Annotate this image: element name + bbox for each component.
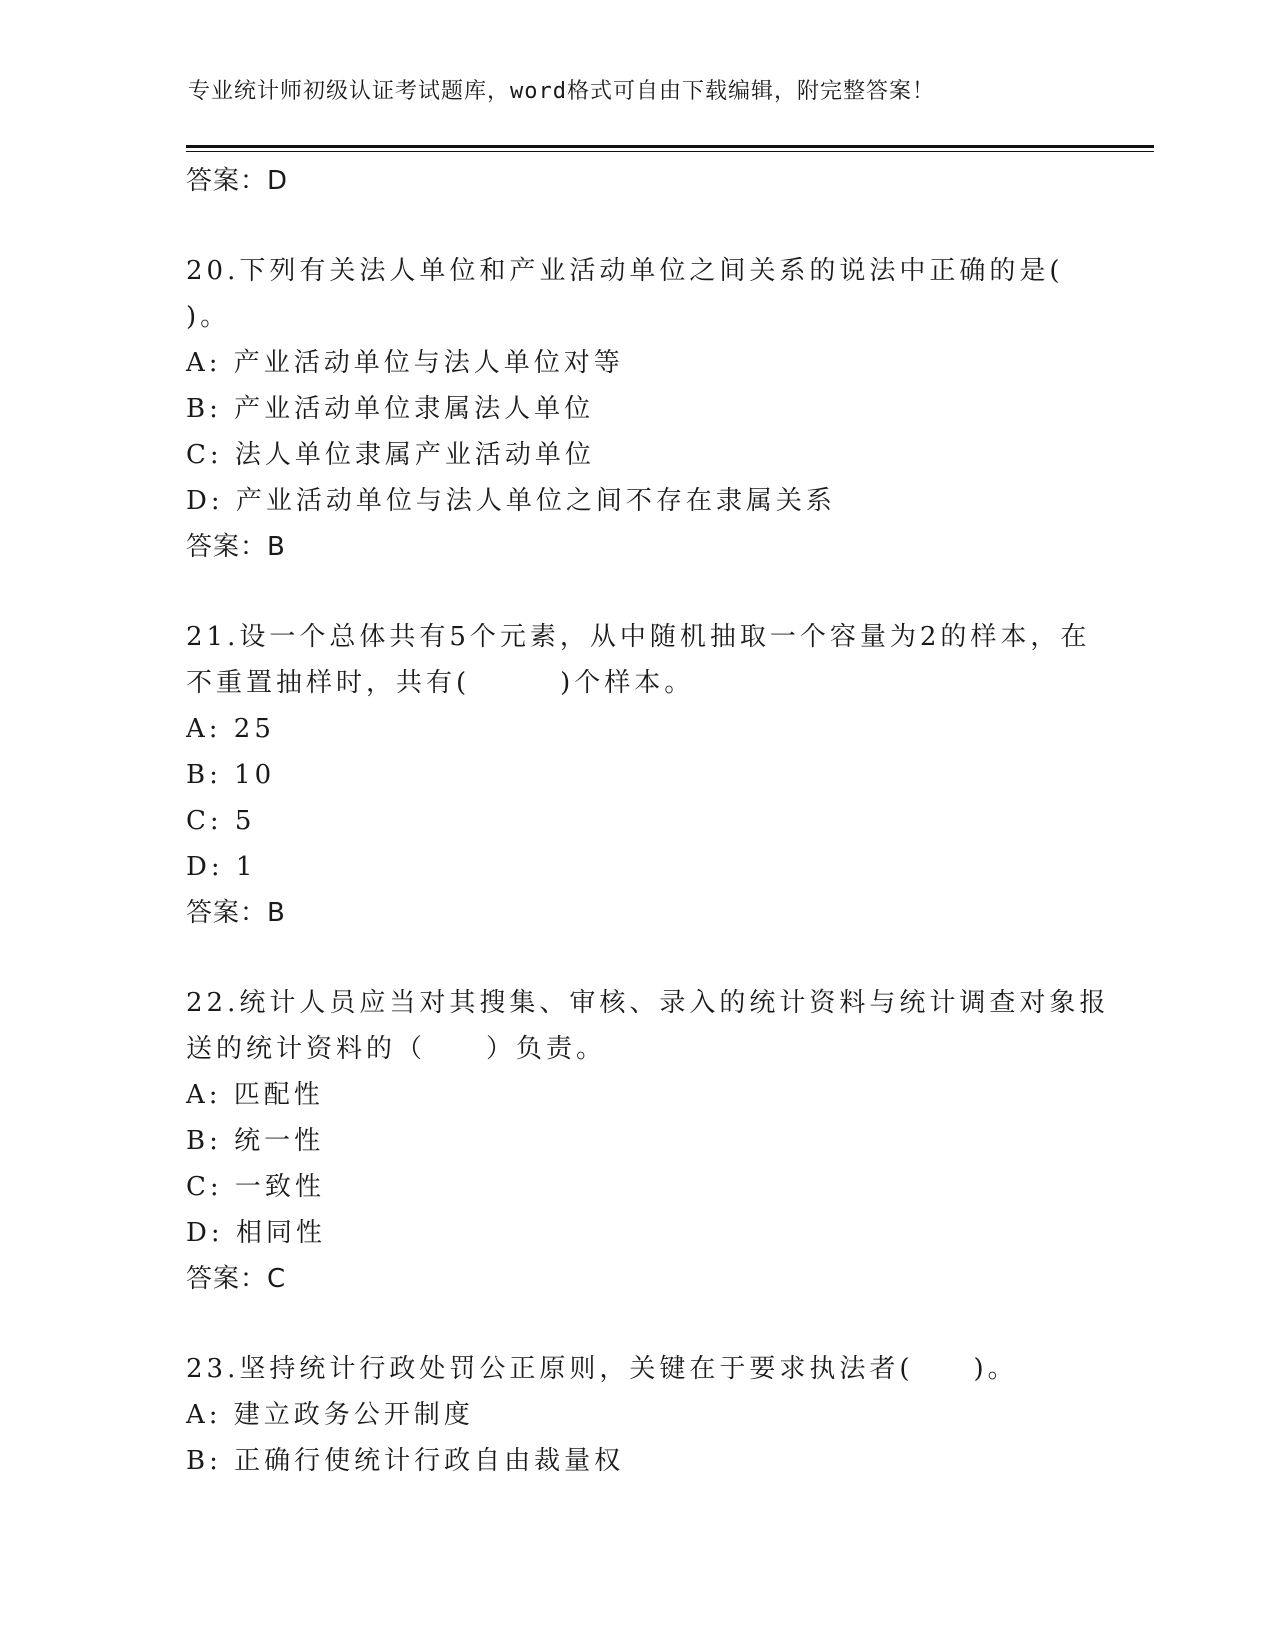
answer-line: 答案：D bbox=[186, 166, 289, 196]
question-stem: 21.设一个总体共有5个元素，从中随机抽取一个容量为2的样本，在 bbox=[186, 622, 1091, 652]
question-21 bbox=[186, 614, 1091, 936]
spacer bbox=[186, 204, 1086, 248]
option-a: A: 匹配性 bbox=[186, 1080, 324, 1110]
header-rule-thin bbox=[186, 151, 1154, 152]
option-b: B: 统一性 bbox=[186, 1126, 325, 1156]
question-stem: )。 bbox=[186, 302, 231, 332]
spacer bbox=[186, 570, 1086, 614]
question-22 bbox=[186, 980, 1110, 1302]
option-d: D: 1 bbox=[186, 852, 257, 882]
answer-line: 答案：B bbox=[186, 898, 286, 928]
question-stem: 22.统计人员应当对其搜集、审核、录入的统计资料与统计调查对象报 bbox=[186, 988, 1110, 1018]
answer-line: 答案：B bbox=[186, 532, 286, 562]
question-stem: 不重置抽样时，共有( )个样本。 bbox=[186, 668, 695, 698]
question-20 bbox=[186, 248, 1086, 570]
question-stem: 送的统计资料的（ ）负责。 bbox=[186, 1034, 607, 1064]
option-c: C: 5 bbox=[186, 806, 256, 836]
answer-line: 答案：C bbox=[186, 1264, 287, 1294]
option-a: A: 建立政务公开制度 bbox=[186, 1400, 474, 1430]
header-rule-thick bbox=[186, 145, 1154, 148]
option-c: C: 法人单位隶属产业活动单位 bbox=[186, 440, 595, 470]
option-d: D: 产业活动单位与法人单位之间不存在隶属关系 bbox=[186, 486, 836, 516]
spacer bbox=[186, 936, 1086, 980]
question-stem: 20.下列有关法人单位和产业活动单位之间关系的说法中正确的是( bbox=[186, 256, 1064, 286]
option-a: A: 25 bbox=[186, 714, 275, 744]
spacer bbox=[186, 1302, 1086, 1346]
page-header: 专业统计师初级认证考试题库，word格式可自由下载编辑，附完整答案！ bbox=[188, 79, 935, 104]
option-a: A: 产业活动单位与法人单位对等 bbox=[186, 348, 624, 378]
question-23 bbox=[186, 1346, 1086, 1484]
question-stem: 23.坚持统计行政处罚公正原则，关键在于要求执法者( )。 bbox=[186, 1354, 1018, 1384]
option-c: C: 一致性 bbox=[186, 1172, 325, 1202]
option-b: B: 10 bbox=[186, 760, 276, 790]
option-d: D: 相同性 bbox=[186, 1218, 326, 1248]
option-b: B: 产业活动单位隶属法人单位 bbox=[186, 394, 595, 424]
question-content bbox=[186, 158, 1110, 1484]
option-b: B: 正确行使统计行政自由裁量权 bbox=[186, 1446, 625, 1476]
